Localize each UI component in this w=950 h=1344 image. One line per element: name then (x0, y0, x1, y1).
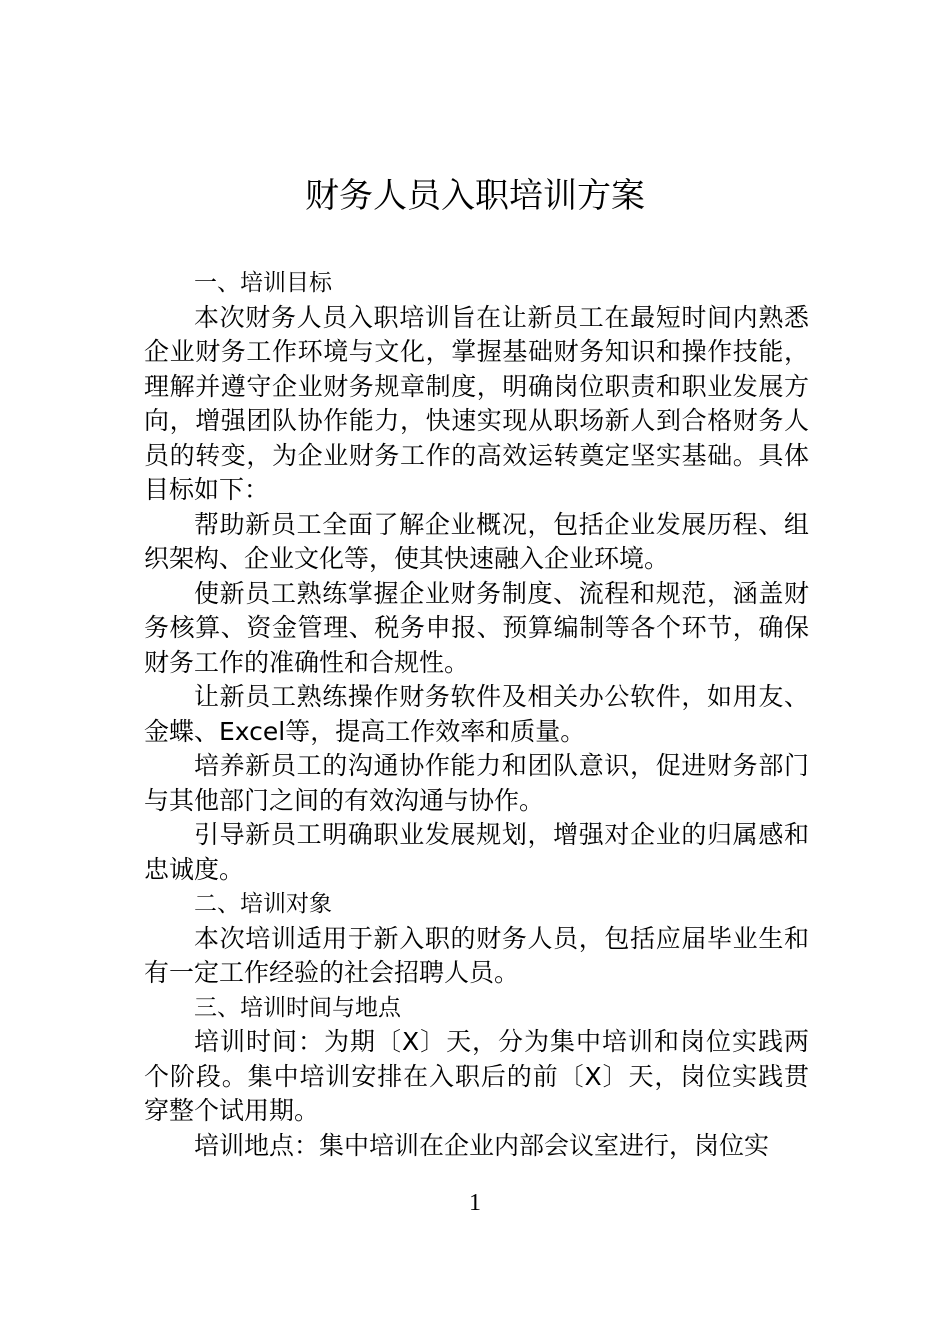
document-title: 财务人员入职培训方案 (305, 176, 645, 216)
paragraph-training-time: 培训时间：为期〔X〕天，分为集中培训和岗位实践两个阶段。集中培训安排在入职后的前〔X〕天，岗位实践贯穿整个试用期。 (144, 1027, 809, 1125)
paragraph-objective-software: 让新员工熟练操作财务软件及相关办公软件，如用友、金蝶、Excel等，提高工作效率和质量。 (144, 682, 809, 746)
paragraph-objective-career: 引导新员工明确职业发展规划，增强对企业的归属感和忠诚度。 (144, 820, 809, 884)
paragraph-objective-finance-rules: 使新员工熟练掌握企业财务制度、流程和规范，涵盖财务核算、资金管理、税务申报、预算编制等各个环节，确保财务工作的准确性和合规性。 (144, 578, 809, 677)
paragraph-objective-teamwork: 培养新员工的沟通协作能力和团队意识，促进财务部门与其他部门之间的有效沟通与协作。 (144, 751, 809, 815)
section-heading-objectives: 一、培训目标 (194, 270, 332, 296)
page-number: 1 (469, 1190, 481, 1216)
section-heading-audience: 二、培训对象 (194, 891, 332, 917)
paragraph-objectives-intro: 本次财务人员入职培训旨在让新员工在最短时间内熟悉企业财务工作环境与文化，掌握基础财务知识和操作技能，理解并遵守企业财务规章制度，明确岗位职责和职业发展方向，增强团队协作能力，快速实现从职场新人到合格财务人员的转变，为企业财务工作的高效运转奠定坚实基础。具体目标如下： (144, 302, 809, 504)
paragraph-training-place: 培训地点：集中培训在企业内部会议室进行，岗位实 (194, 1130, 770, 1160)
section-heading-time-place: 三、培训时间与地点 (194, 994, 401, 1021)
paragraph-audience: 本次培训适用于新入职的财务人员，包括应届毕业生和有一定工作经验的社会招聘人员。 (144, 923, 809, 987)
document-body (144, 266, 809, 1163)
paragraph-objective-company: 帮助新员工全面了解企业概况，包括企业发展历程、组织架构、企业文化等，使其快速融入企业环境。 (144, 509, 809, 573)
